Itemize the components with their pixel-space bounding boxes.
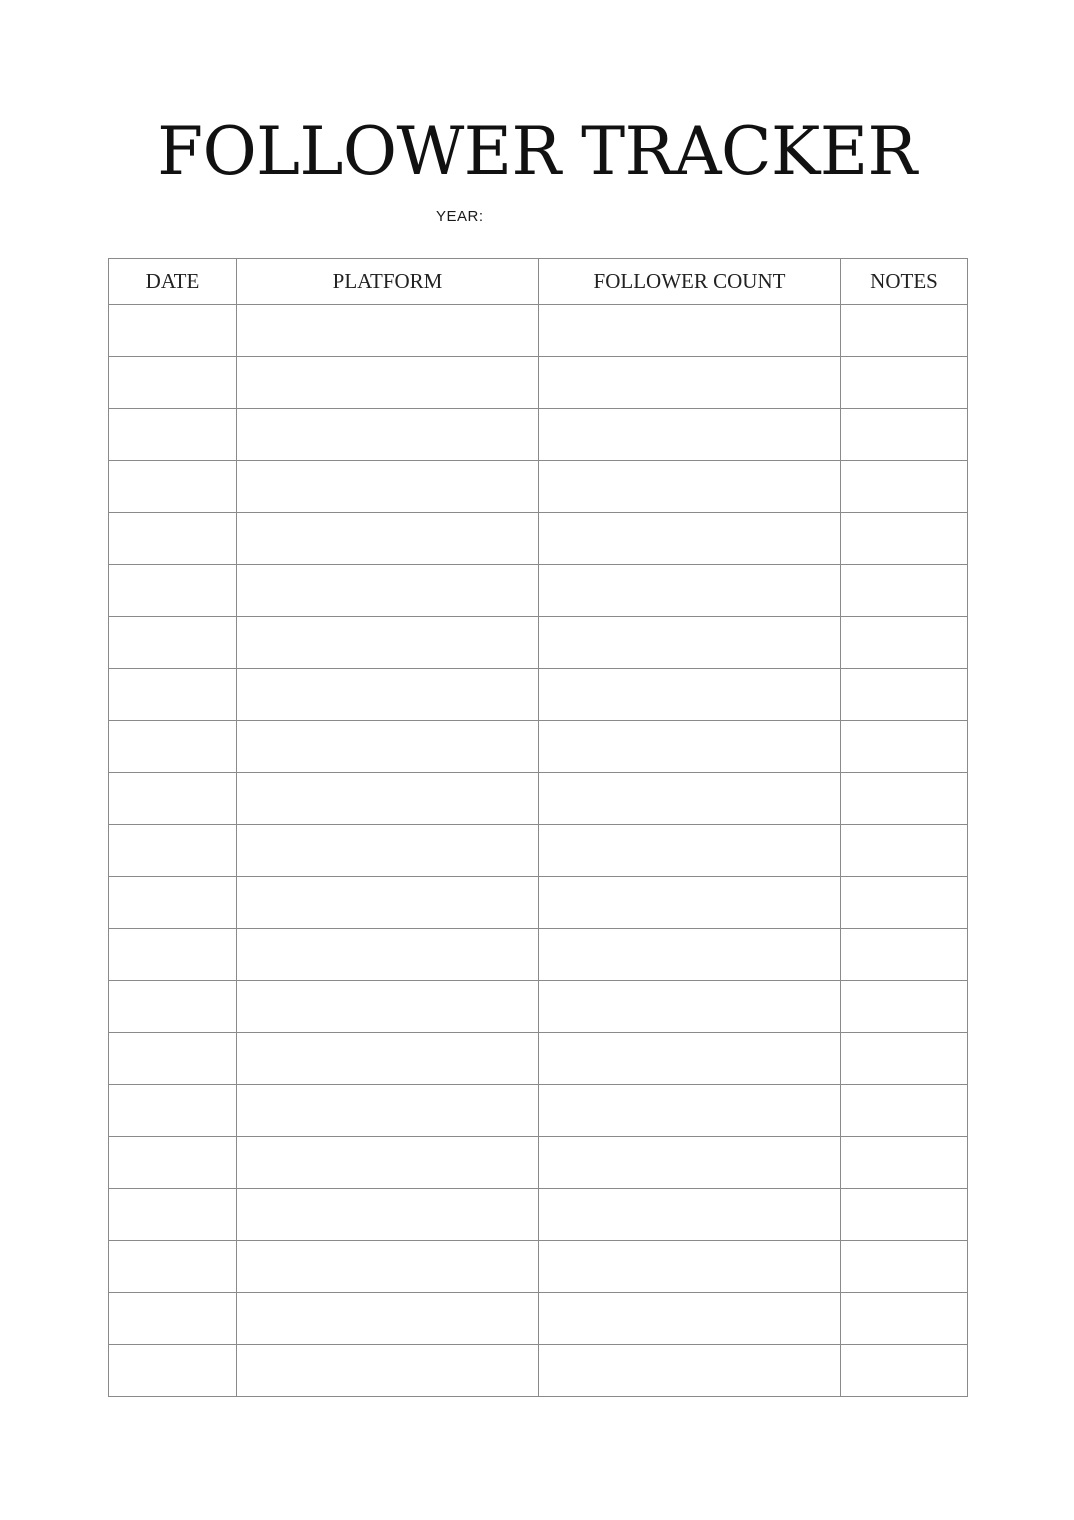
table-row <box>109 513 968 565</box>
table-row <box>109 1189 968 1241</box>
table-row <box>109 409 968 461</box>
date-cell <box>109 981 237 1033</box>
follower-count-cell <box>539 1085 841 1137</box>
table-row <box>109 1293 968 1345</box>
page-title: FOLLOWER TRACKER <box>157 113 917 190</box>
platform-cell <box>237 409 539 461</box>
header-follower-count: FOLLOWER COUNT <box>539 259 841 305</box>
date-cell <box>109 305 237 357</box>
notes-cell <box>841 1345 968 1397</box>
notes-cell <box>841 773 968 825</box>
table-body <box>109 305 968 1397</box>
follower-count-cell <box>539 1137 841 1189</box>
table-row <box>109 669 968 721</box>
table-row <box>109 1241 968 1293</box>
date-cell <box>109 1241 237 1293</box>
platform-cell <box>237 877 539 929</box>
follower-count-cell <box>539 929 841 981</box>
platform-cell <box>237 513 539 565</box>
date-cell <box>109 565 237 617</box>
notes-cell <box>841 409 968 461</box>
platform-cell <box>237 565 539 617</box>
date-cell <box>109 1085 237 1137</box>
table-row <box>109 981 968 1033</box>
table-row <box>109 1085 968 1137</box>
date-cell <box>109 513 237 565</box>
follower-count-cell <box>539 305 841 357</box>
platform-cell <box>237 1137 539 1189</box>
date-cell <box>109 1345 237 1397</box>
platform-cell <box>237 825 539 877</box>
follower-count-cell <box>539 1293 841 1345</box>
notes-cell <box>841 929 968 981</box>
platform-cell <box>237 721 539 773</box>
header-platform: PLATFORM <box>237 259 539 305</box>
follower-count-cell <box>539 1189 841 1241</box>
follower-count-cell <box>539 1241 841 1293</box>
date-cell <box>109 721 237 773</box>
header-notes: NOTES <box>841 259 968 305</box>
date-cell <box>109 669 237 721</box>
follower-count-cell <box>539 409 841 461</box>
table-row <box>109 825 968 877</box>
platform-cell <box>237 981 539 1033</box>
table-row <box>109 1033 968 1085</box>
platform-cell <box>237 929 539 981</box>
follower-count-cell <box>539 565 841 617</box>
table-row <box>109 1345 968 1397</box>
platform-cell <box>237 1241 539 1293</box>
date-cell <box>109 461 237 513</box>
notes-cell <box>841 1189 968 1241</box>
date-cell <box>109 877 237 929</box>
follower-count-cell <box>539 669 841 721</box>
date-cell <box>109 773 237 825</box>
date-cell <box>109 357 237 409</box>
follower-count-cell <box>539 981 841 1033</box>
date-cell <box>109 1293 237 1345</box>
notes-cell <box>841 1137 968 1189</box>
follower-count-cell <box>539 773 841 825</box>
notes-cell <box>841 1033 968 1085</box>
platform-cell <box>237 461 539 513</box>
notes-cell <box>841 305 968 357</box>
follower-count-cell <box>539 617 841 669</box>
notes-cell <box>841 721 968 773</box>
follower-count-cell <box>539 1345 841 1397</box>
date-cell <box>109 409 237 461</box>
platform-cell <box>237 669 539 721</box>
tracker-table <box>108 258 968 1397</box>
notes-cell <box>841 1293 968 1345</box>
follower-count-cell <box>539 877 841 929</box>
follower-count-cell <box>539 461 841 513</box>
notes-cell <box>841 513 968 565</box>
platform-cell <box>237 1293 539 1345</box>
platform-cell <box>237 1345 539 1397</box>
platform-cell <box>237 1189 539 1241</box>
table-row <box>109 773 968 825</box>
notes-cell <box>841 981 968 1033</box>
notes-cell <box>841 1241 968 1293</box>
table-row <box>109 617 968 669</box>
notes-cell <box>841 825 968 877</box>
date-cell <box>109 617 237 669</box>
table-row <box>109 305 968 357</box>
follower-count-cell <box>539 357 841 409</box>
table-row <box>109 721 968 773</box>
follower-count-cell <box>539 513 841 565</box>
notes-cell <box>841 1085 968 1137</box>
notes-cell <box>841 877 968 929</box>
table-row <box>109 929 968 981</box>
notes-cell <box>841 669 968 721</box>
date-cell <box>109 1189 237 1241</box>
platform-cell <box>237 357 539 409</box>
follower-count-cell <box>539 1033 841 1085</box>
notes-cell <box>841 617 968 669</box>
table-row <box>109 1137 968 1189</box>
notes-cell <box>841 357 968 409</box>
table-row <box>109 357 968 409</box>
header-row <box>109 259 968 305</box>
table-row <box>109 565 968 617</box>
date-cell <box>109 1033 237 1085</box>
platform-cell <box>237 305 539 357</box>
platform-cell <box>237 1033 539 1085</box>
platform-cell <box>237 617 539 669</box>
date-cell <box>109 1137 237 1189</box>
table-row <box>109 877 968 929</box>
notes-cell <box>841 461 968 513</box>
follower-count-cell <box>539 721 841 773</box>
date-cell <box>109 929 237 981</box>
year-label: YEAR: <box>436 208 484 225</box>
follower-count-cell <box>539 825 841 877</box>
header-date: DATE <box>109 259 237 305</box>
notes-cell <box>841 565 968 617</box>
date-cell <box>109 825 237 877</box>
platform-cell <box>237 773 539 825</box>
platform-cell <box>237 1085 539 1137</box>
table-row <box>109 461 968 513</box>
